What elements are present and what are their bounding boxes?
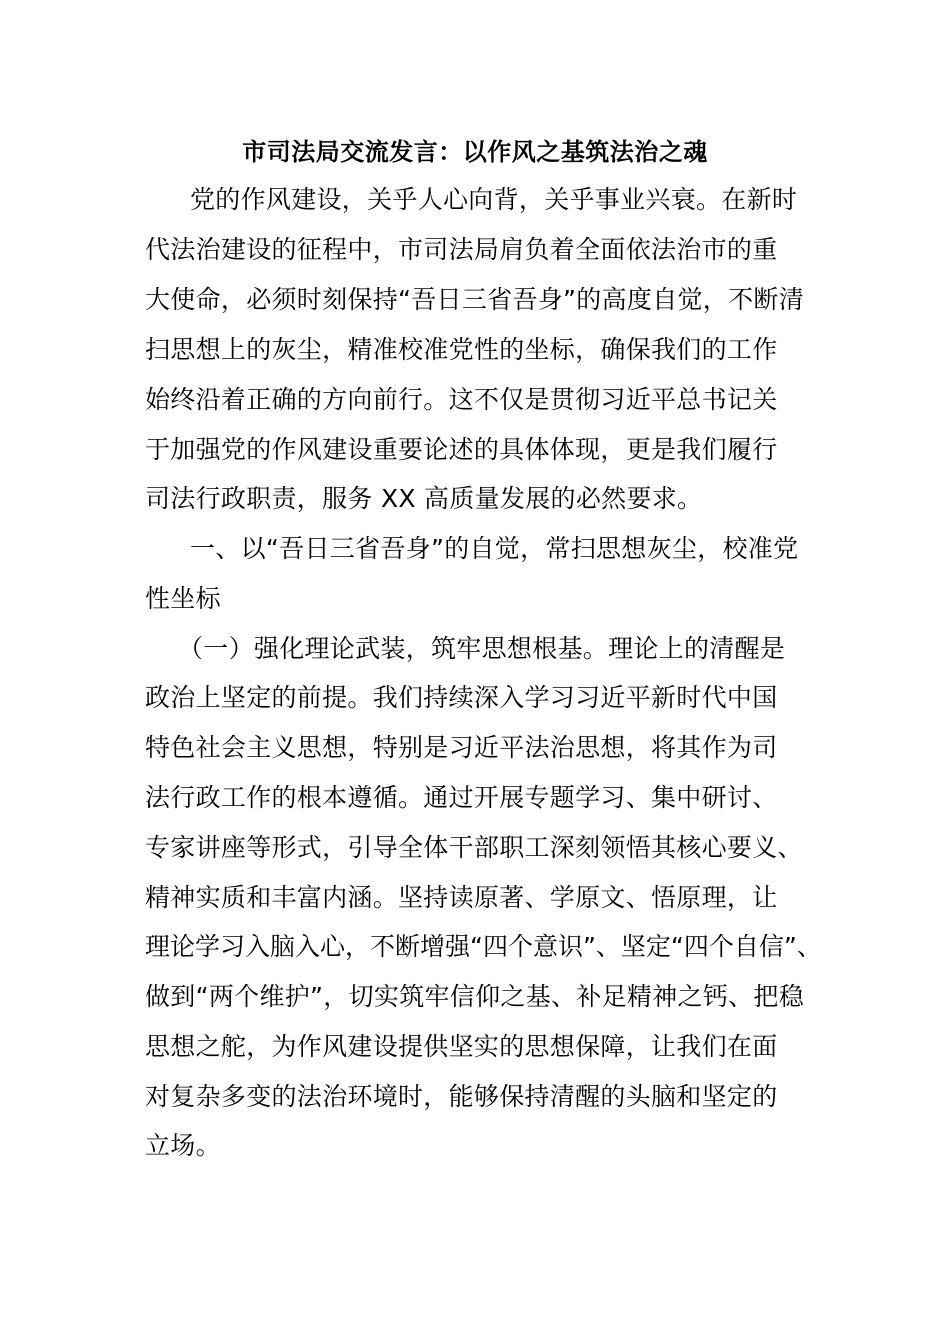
paragraph-line: 思想之舵，为作风建设提供坚实的思想保障，让我们在面 xyxy=(145,1032,778,1061)
section-heading-line: 性坐标 xyxy=(145,584,221,613)
paragraph-line: 精神实质和丰富内涵。坚持读原著、学原文、悟原理，让 xyxy=(145,883,778,912)
paragraph-line: 对复杂多变的法治环境时，能够保持清醒的头脑和坚定的 xyxy=(145,1082,778,1111)
section-heading-line: 一、以“吾日三省吾身”的自觉，常扫思想灰尘，校准党 xyxy=(190,534,799,563)
paragraph-line: 立场。 xyxy=(145,1131,221,1160)
paragraph-line: 政治上坚定的前提。我们持续深入学习习近平新时代中国 xyxy=(145,683,778,712)
paragraph-line: 理论学习入脑入心，不断增强“四个意识”、坚定“四个自信”、 xyxy=(145,932,822,961)
paragraph-line: 特色社会主义思想，特别是习近平法治思想，将其作为司 xyxy=(145,733,778,762)
paragraph-line: （一）强化理论武装，筑牢思想根基。理论上的清醒是 xyxy=(178,634,786,663)
paragraph-line: 司法行政职责，服务 XX 高质量发展的必然要求。 xyxy=(145,484,703,513)
paragraph-line: 党的作风建设，关乎人心向背，关乎事业兴衰。在新时 xyxy=(190,185,798,214)
paragraph-line: 专家讲座等形式，引导全体干部职工深刻领悟其核心要义、 xyxy=(145,833,803,862)
paragraph-line: 于加强党的作风建设重要论述的具体体现，更是我们履行 xyxy=(145,435,778,464)
paragraph-line: 代法治建设的征程中，市司法局肩负着全面依法治市的重 xyxy=(145,235,778,264)
paragraph-line: 做到“两个维护”，切实筑牢信仰之基、补足精神之钙、把稳 xyxy=(145,982,805,1011)
document-title: 市司法局交流发言：以作风之基筑法治之魂 xyxy=(242,138,708,166)
paragraph-line: 法行政工作的根本遵循。通过开展专题学习、集中研讨、 xyxy=(145,783,778,812)
paragraph-line: 大使命，必须时刻保持“吾日三省吾身”的高度自觉，不断清 xyxy=(145,285,805,314)
paragraph-line: 扫思想上的灰尘，精准校准党性的坐标，确保我们的工作 xyxy=(145,335,778,364)
paragraph-line: 始终沿着正确的方向前行。这不仅是贯彻习近平总书记关 xyxy=(145,385,778,414)
